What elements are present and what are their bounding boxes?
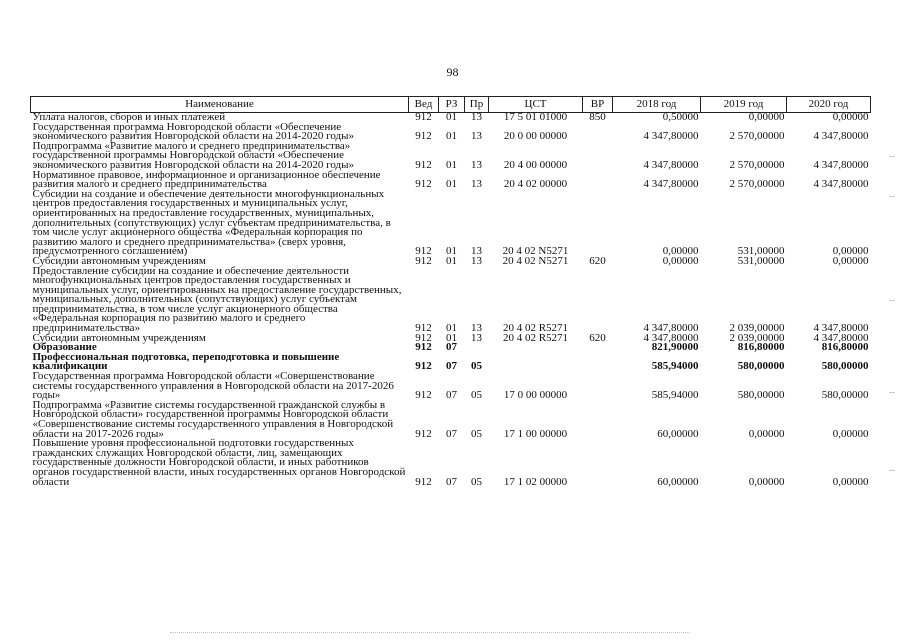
row-cst: 17 1 00 00000 (503, 427, 568, 440)
row-2018: 585,94000 (651, 389, 699, 401)
header-pr: Пр (465, 97, 489, 113)
row-ved: 912 (415, 389, 432, 401)
row-2019: 2 039,00000 (729, 333, 785, 344)
row-cst: 20 4 02 N5271 (502, 245, 569, 257)
row-2018: 4 347,80000 (643, 130, 699, 142)
scan-mark (889, 470, 895, 471)
row-2020: 580,00000 (821, 389, 869, 401)
table-row (31, 372, 871, 401)
row-ved: 912 (415, 322, 432, 334)
row-pr: 13 (471, 130, 482, 142)
row-2018: 60,00000 (657, 427, 699, 440)
row-name: Предоставление субсидии на создание и обеспечение деятельности многофункциональных центров предоставления государственных и муниципальных услуг, ориентированных на предоставление государственных, муниципальных, дополнительных (сопутствующих) услуг субъектам предпринимательства, в том числе услуг акционерного общества «Федеральная корпорация по развитию малого и среднего предпринимательства» (32, 264, 402, 335)
row-2018: 4 347,80000 (643, 158, 699, 171)
row-2018: 821,90000 (651, 343, 699, 353)
row-cst: 17 5 01 01000 (503, 112, 568, 123)
row-vr (583, 401, 613, 439)
row-name: Уплата налогов, сборов и иных платежей (32, 111, 226, 123)
table-row (31, 267, 871, 334)
header-cst: ЦСТ (489, 97, 583, 113)
row-2020: 580,00000 (821, 360, 869, 373)
row-2020: 4 347,80000 (813, 130, 869, 142)
row-name: Подпрограмма «Развитие малого и среднего предпринимательства» государственной программы Новгородской области «Обеспечение экономического развития Новгородской области на 2014-2020 годы» (32, 139, 355, 171)
row-pr: 13 (471, 112, 482, 123)
row-2020: 0,00000 (832, 256, 869, 267)
row-pr: 13 (471, 333, 482, 344)
table-row (31, 439, 871, 487)
row-ved: 912 (415, 333, 432, 344)
row-vr: 620 (589, 333, 606, 344)
row-ved: 912 (415, 158, 432, 171)
header-vr: ВР (583, 97, 613, 113)
row-2018: 0,00000 (662, 256, 699, 267)
row-vr: 850 (589, 112, 606, 123)
table-row (31, 334, 871, 344)
row-2019: 0,00000 (748, 427, 785, 440)
row-vr (583, 343, 613, 353)
scan-artifact-line (170, 632, 690, 634)
row-2020: 0,00000 (832, 245, 869, 257)
scan-mark (889, 196, 895, 197)
header-ved: Вед (409, 97, 439, 113)
row-rz: 01 (446, 178, 457, 190)
table-row (31, 190, 871, 257)
row-2019: 580,00000 (737, 360, 785, 373)
row-2018: 0,50000 (662, 112, 699, 123)
row-2018: 4 347,80000 (643, 322, 699, 334)
row-rz: 07 (446, 427, 457, 440)
row-ved: 912 (415, 112, 432, 123)
row-pr: 13 (471, 322, 482, 334)
row-2018: 4 347,80000 (643, 178, 699, 190)
row-2020: 4 347,80000 (813, 322, 869, 334)
header-2018: 2018 год (613, 97, 701, 113)
row-vr (583, 372, 613, 401)
row-vr: 620 (589, 256, 606, 267)
row-name: Субсидии автономным учреждениям (32, 254, 206, 267)
row-vr (583, 267, 613, 334)
row-name: Субсидии на создание и обеспечение деятельности многофункциональных центров предоставления государственных и муниципальных услуг, ориентированных на предоставление государственных, муниципальных, дополнительных (сопутствующих) услуг субъектам предпринимательства, в том числе услуг акционерного общества «Федеральная корпорация по развитию малого и среднего предпринимательства» (сверх уровня, предусмотренного соглашением) (32, 187, 391, 258)
row-name: Профессиональная подготовка, переподготовка и повышение квалификации (32, 350, 340, 373)
scan-mark (889, 392, 895, 393)
row-vr (583, 439, 613, 487)
row-name: Государственная программа Новгородской области «Совершенствование системы государственного управления в Новгородской области на 2017-2026 годы» (32, 370, 394, 402)
row-name: Образование (32, 341, 97, 354)
row-2020: 0,00000 (832, 427, 869, 440)
page-number: 98 (446, 65, 459, 79)
row-2018: 0,00000 (662, 245, 699, 257)
budget-table (30, 96, 871, 487)
row-pr: 13 (471, 178, 482, 190)
row-pr: 13 (471, 245, 482, 257)
row-2018: 585,94000 (651, 360, 699, 373)
row-2019: 2 570,00000 (729, 158, 785, 171)
row-2019: 2 570,00000 (729, 130, 785, 142)
row-name: Повышение уровня профессиональной подготовки государственных гражданских служащих Новгородской области, лиц, замещающих государственные должности Новгородской области, и иных работников органов государственной власти, иных государственных органов Новгородской области (32, 437, 406, 488)
row-2020: 0,00000 (832, 475, 869, 488)
row-cst: 17 1 02 00000 (503, 475, 568, 488)
row-2020: 816,80000 (821, 343, 869, 353)
row-cst: 17 0 00 00000 (503, 389, 568, 401)
row-cst: 20 4 02 N5271 (502, 256, 569, 267)
row-rz: 01 (446, 130, 457, 142)
row-pr: 05 (471, 360, 482, 373)
row-2020: 4 347,80000 (813, 333, 869, 344)
row-cst: 20 4 02 R5271 (502, 322, 569, 334)
row-vr (583, 123, 613, 142)
row-rz: 01 (446, 256, 457, 267)
row-ved: 912 (415, 343, 432, 353)
row-rz: 01 (446, 112, 457, 123)
row-cst: 20 4 02 R5271 (502, 333, 569, 344)
row-cst: 20 0 00 00000 (503, 130, 568, 142)
row-2020: 0,00000 (832, 112, 869, 123)
table-row (31, 142, 871, 171)
header-name: Наименование (31, 97, 409, 113)
table-row (31, 123, 871, 142)
row-2019: 2 039,00000 (729, 322, 785, 334)
row-pr: 05 (471, 389, 482, 401)
row-rz: 01 (446, 322, 457, 334)
header-2020: 2020 год (787, 97, 871, 113)
row-cst (489, 353, 583, 372)
header-2019: 2019 год (701, 97, 787, 113)
row-name: Субсидии автономным учреждениям (32, 331, 206, 344)
row-rz: 07 (446, 389, 457, 401)
scan-mark (889, 300, 895, 301)
row-vr (583, 171, 613, 190)
row-vr (583, 190, 613, 257)
row-name: Нормативное правовое, информационное и организационное обеспечение развития малого и среднего предпринимательства (32, 168, 381, 191)
row-2018: 4 347,80000 (643, 333, 699, 344)
header-rz: РЗ (439, 97, 465, 113)
row-ved: 912 (415, 427, 432, 440)
row-pr (465, 343, 489, 353)
row-rz: 01 (446, 158, 457, 171)
row-pr: 13 (471, 256, 482, 267)
row-2019: 531,00000 (737, 256, 785, 267)
row-rz: 01 (446, 333, 457, 344)
row-2020: 4 347,80000 (813, 158, 869, 171)
table-row (31, 171, 871, 190)
row-cst: 20 4 00 00000 (503, 158, 568, 171)
row-pr: 05 (471, 427, 482, 440)
row-vr (583, 142, 613, 171)
row-pr: 05 (471, 475, 482, 488)
row-name: Подпрограмма «Развитие системы государственной гражданской службы в Новгородской области» государственной программы Новгородской области «Совершенствование системы государственного управления в Новгородской области на 2017-2026 годы» (32, 398, 394, 440)
table-row (31, 401, 871, 439)
row-cst (489, 343, 583, 353)
row-2019: 0,00000 (748, 475, 785, 488)
row-ved: 912 (415, 178, 432, 190)
row-2019: 2 570,00000 (729, 178, 785, 190)
row-cst: 20 4 02 00000 (503, 178, 568, 190)
row-ved: 912 (415, 130, 432, 142)
row-name: Государственная программа Новгородской области «Обеспечение экономического развития Новгородской области на 2014-2020 годы» (32, 120, 355, 143)
scan-mark (889, 156, 895, 157)
row-2019: 580,00000 (737, 389, 785, 401)
row-ved: 912 (415, 245, 432, 257)
row-rz: 07 (446, 360, 457, 373)
row-rz: 01 (446, 245, 457, 257)
row-2020: 4 347,80000 (813, 178, 869, 190)
row-ved: 912 (415, 475, 432, 488)
row-2018: 60,00000 (657, 475, 699, 488)
row-rz: 07 (446, 343, 457, 353)
row-pr: 13 (471, 158, 482, 171)
row-vr (583, 353, 613, 372)
row-2019: 531,00000 (737, 245, 785, 257)
row-rz: 07 (446, 475, 457, 488)
row-2019: 816,80000 (737, 343, 785, 353)
row-ved: 912 (415, 360, 432, 373)
row-2019: 0,00000 (748, 112, 785, 123)
row-ved: 912 (415, 256, 432, 267)
